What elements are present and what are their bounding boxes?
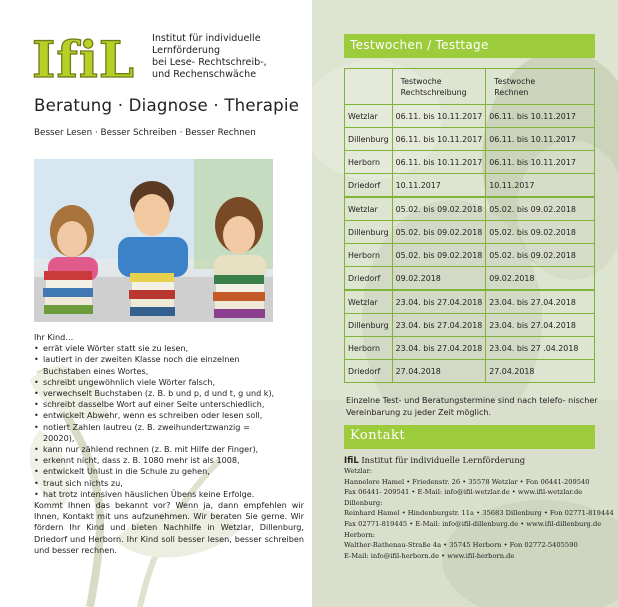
date-cell: 06.11. bis 10.11.2017 xyxy=(392,105,486,128)
kid-intro: Ihr Kind… xyxy=(34,332,74,342)
table-row xyxy=(345,128,595,151)
date-cell: 06.11. bis 10.11.2017 xyxy=(486,105,595,128)
testwochen-table xyxy=(344,68,595,383)
table-row xyxy=(345,174,595,198)
contact-line[interactable]: Fax 02771-819445 • E-Mail: info@ifil-dillenburg.de • www.ifil-dillenburg.de xyxy=(344,519,602,528)
city-cell: Driedorf xyxy=(345,267,393,291)
table-row xyxy=(345,314,595,337)
table-row xyxy=(345,221,595,244)
contact-line[interactable]: Fax 06441- 209541 • E-Mail: info@ifil-wetzlar.de • www.ifil-wetzlar.de xyxy=(344,488,583,497)
list-item: • erkennt nicht, dass z. B. 1080 mehr ist als 1008, xyxy=(34,455,304,466)
date-cell: 10.11.2017 xyxy=(392,174,486,198)
table-row xyxy=(345,267,595,291)
list-item: • kann nur zählend rechnen (z. B. mit Hilfe der Finger), xyxy=(34,444,304,455)
list-item-continuation: 20020), xyxy=(43,432,75,443)
date-cell: 23.04. bis 27.04.2018 xyxy=(392,290,486,314)
city-cell: Herborn xyxy=(345,244,393,267)
table-row xyxy=(345,337,595,360)
date-cell: 06.11. bis 10.11.2017 xyxy=(486,128,595,151)
table-header-row xyxy=(345,69,595,105)
list-item: • entwickelt Abwehr, wenn es schreiben oder lesen soll, xyxy=(34,410,304,421)
right-panel xyxy=(312,0,618,607)
table-row xyxy=(345,197,595,221)
kid-outro: Kommt Ihnen das bekannt vor? Wenn ja, dann empfehlen wir Ihnen, Kontakt mit uns aufzunehmen. Wir beraten Sie gerne. Wir fördern Ihr Kind und bieten Nachhilfe in Wetzlar, Dillenburg, Driedorf und Herborn. Ihr Kind soll besser lesen, besser schreiben und besser rechnen. xyxy=(34,500,304,555)
photo-illustration xyxy=(34,159,273,322)
child-symptoms-text xyxy=(34,332,304,556)
tagline: Beratung · Diagnose · Therapie xyxy=(34,96,300,115)
kontakt-header xyxy=(344,425,595,449)
date-cell: 05.02. bis 09.02.2018 xyxy=(392,221,486,244)
city-cell: Wetzlar xyxy=(345,290,393,314)
city-cell: Wetzlar xyxy=(345,197,393,221)
table-row xyxy=(345,105,595,128)
city-cell: Dillenburg xyxy=(345,221,393,244)
kontakt-title: Kontakt xyxy=(350,428,406,443)
table-row xyxy=(345,244,595,267)
table-header-empty xyxy=(345,69,393,105)
city-cell: Wetzlar xyxy=(345,105,393,128)
date-cell: 10.11.2017 xyxy=(486,174,595,198)
book-stack xyxy=(213,275,265,318)
table-row xyxy=(345,360,595,383)
contact-line: Walther-Rathenau-Straße 4a • 35745 Herborn • Fon 02772-5405590 xyxy=(344,541,578,550)
date-cell: 23.04. bis 27.04.2018 xyxy=(486,314,595,337)
contact-line[interactable]: E-Mail: info@ifil-herborn.de • www.ifil-herborn.de xyxy=(344,551,515,560)
left-panel xyxy=(0,0,306,607)
book-stack xyxy=(129,273,175,316)
children-with-books-photo xyxy=(34,159,273,322)
list-item: • verwechselt Buchstaben (z. B. b und p, d und t, g und k), xyxy=(34,388,304,399)
contact-block xyxy=(344,454,614,561)
city-cell: Dillenburg xyxy=(345,128,393,151)
list-item: • schreibt ungewöhnlich viele Wörter falsch, xyxy=(34,377,304,388)
institute-description xyxy=(152,33,302,81)
book-stack xyxy=(43,271,93,314)
date-cell: 27.04.2018 xyxy=(486,360,595,383)
date-cell: 23.04. bis 27.04.2018 xyxy=(486,290,595,314)
city-cell: Driedorf xyxy=(345,360,393,383)
institute-line: bei Lese- Rechtschreib-, xyxy=(152,57,267,68)
list-item: • entwickelt Unlust in die Schule zu gehen, xyxy=(34,466,304,477)
small-logo: IfiL xyxy=(344,455,359,465)
date-cell: 06.11. bis 10.11.2017 xyxy=(486,151,595,174)
date-cell: 23.04. bis 27 .04.2018 xyxy=(486,337,595,360)
institute-line: Lernförderung xyxy=(152,45,221,56)
appointment-note: Einzelne Test- und Beratungstermine sind nach telefo- nischer Vereinbarung zu jeder Zeit möglich. xyxy=(346,395,598,417)
list-item: • errät viele Wörter statt sie zu lesen, xyxy=(34,343,304,354)
contact-line: Dillenburg: xyxy=(344,498,383,507)
list-item-continuation: Buchstaben eines Wortes, xyxy=(43,365,149,376)
contact-line: Herborn: xyxy=(344,530,376,539)
table-row xyxy=(345,151,595,174)
date-cell: 09.02.2018 xyxy=(392,267,486,291)
contact-institute xyxy=(344,454,614,466)
ifil-logo: IfiL xyxy=(32,30,136,89)
date-cell: 09.02.2018 xyxy=(486,267,595,291)
institute-name: Institut für individuelle Lernförderung xyxy=(361,455,526,465)
list-item: • schreibt dasselbe Wort auf einer Seite unterschiedlich, xyxy=(34,399,304,410)
contact-line: Wetzlar: xyxy=(344,467,373,475)
testwochen-title: Testwochen / Testtage xyxy=(350,38,489,52)
sub-tagline: Besser Lesen · Besser Schreiben · Besser Rechnen xyxy=(34,128,256,138)
column-header-rechnen: Testwoche Rechnen xyxy=(486,69,595,105)
city-cell: Driedorf xyxy=(345,174,393,198)
city-cell: Herborn xyxy=(345,337,393,360)
contact-line: Hannelore Hamel • Friedenstr. 26 • 35578 Wetzlar • Fon 06441-209540 xyxy=(344,477,590,486)
city-cell: Herborn xyxy=(345,151,393,174)
list-item: • lautiert in der zweiten Klasse noch die einzelnen xyxy=(34,354,304,365)
date-cell: 06.11. bis 10.11.2017 xyxy=(392,128,486,151)
testwochen-header xyxy=(344,34,595,58)
date-cell: 06.11. bis 10.11.2017 xyxy=(392,151,486,174)
institute-line: Institut für individuelle xyxy=(152,33,261,44)
symptom-list xyxy=(34,343,304,500)
contact-line: Reinhard Hamel • Hindenburgstr. 11a • 35683 Dillenburg • Fon 02771-819444 xyxy=(344,509,614,518)
date-cell: 05.02. bis 09.02.2018 xyxy=(486,197,595,221)
institute-line: und Rechenschwäche xyxy=(152,69,257,80)
list-item: • traut sich nichts zu, xyxy=(34,478,304,489)
date-cell: 05.02. bis 09.02.2018 xyxy=(392,197,486,221)
city-cell: Dillenburg xyxy=(345,314,393,337)
date-cell: 27.04.2018 xyxy=(392,360,486,383)
date-cell: 23.04. bis 27.04.2018 xyxy=(392,314,486,337)
list-item: • notiert Zahlen lautreu (z. B. zweihundertzwanzig = xyxy=(34,422,304,433)
list-item: • hat trotz intensiven häuslichen Übens keine Erfolge. xyxy=(34,489,304,500)
column-header-rechtschreibung: Testwoche Rechtschreibung xyxy=(392,69,486,105)
date-cell: 05.02. bis 09.02.2018 xyxy=(392,244,486,267)
table-row xyxy=(345,290,595,314)
date-cell: 05.02. bis 09.02.2018 xyxy=(486,244,595,267)
date-cell: 05.02. bis 09.02.2018 xyxy=(486,221,595,244)
date-cell: 23.04. bis 27.04.2018 xyxy=(392,337,486,360)
